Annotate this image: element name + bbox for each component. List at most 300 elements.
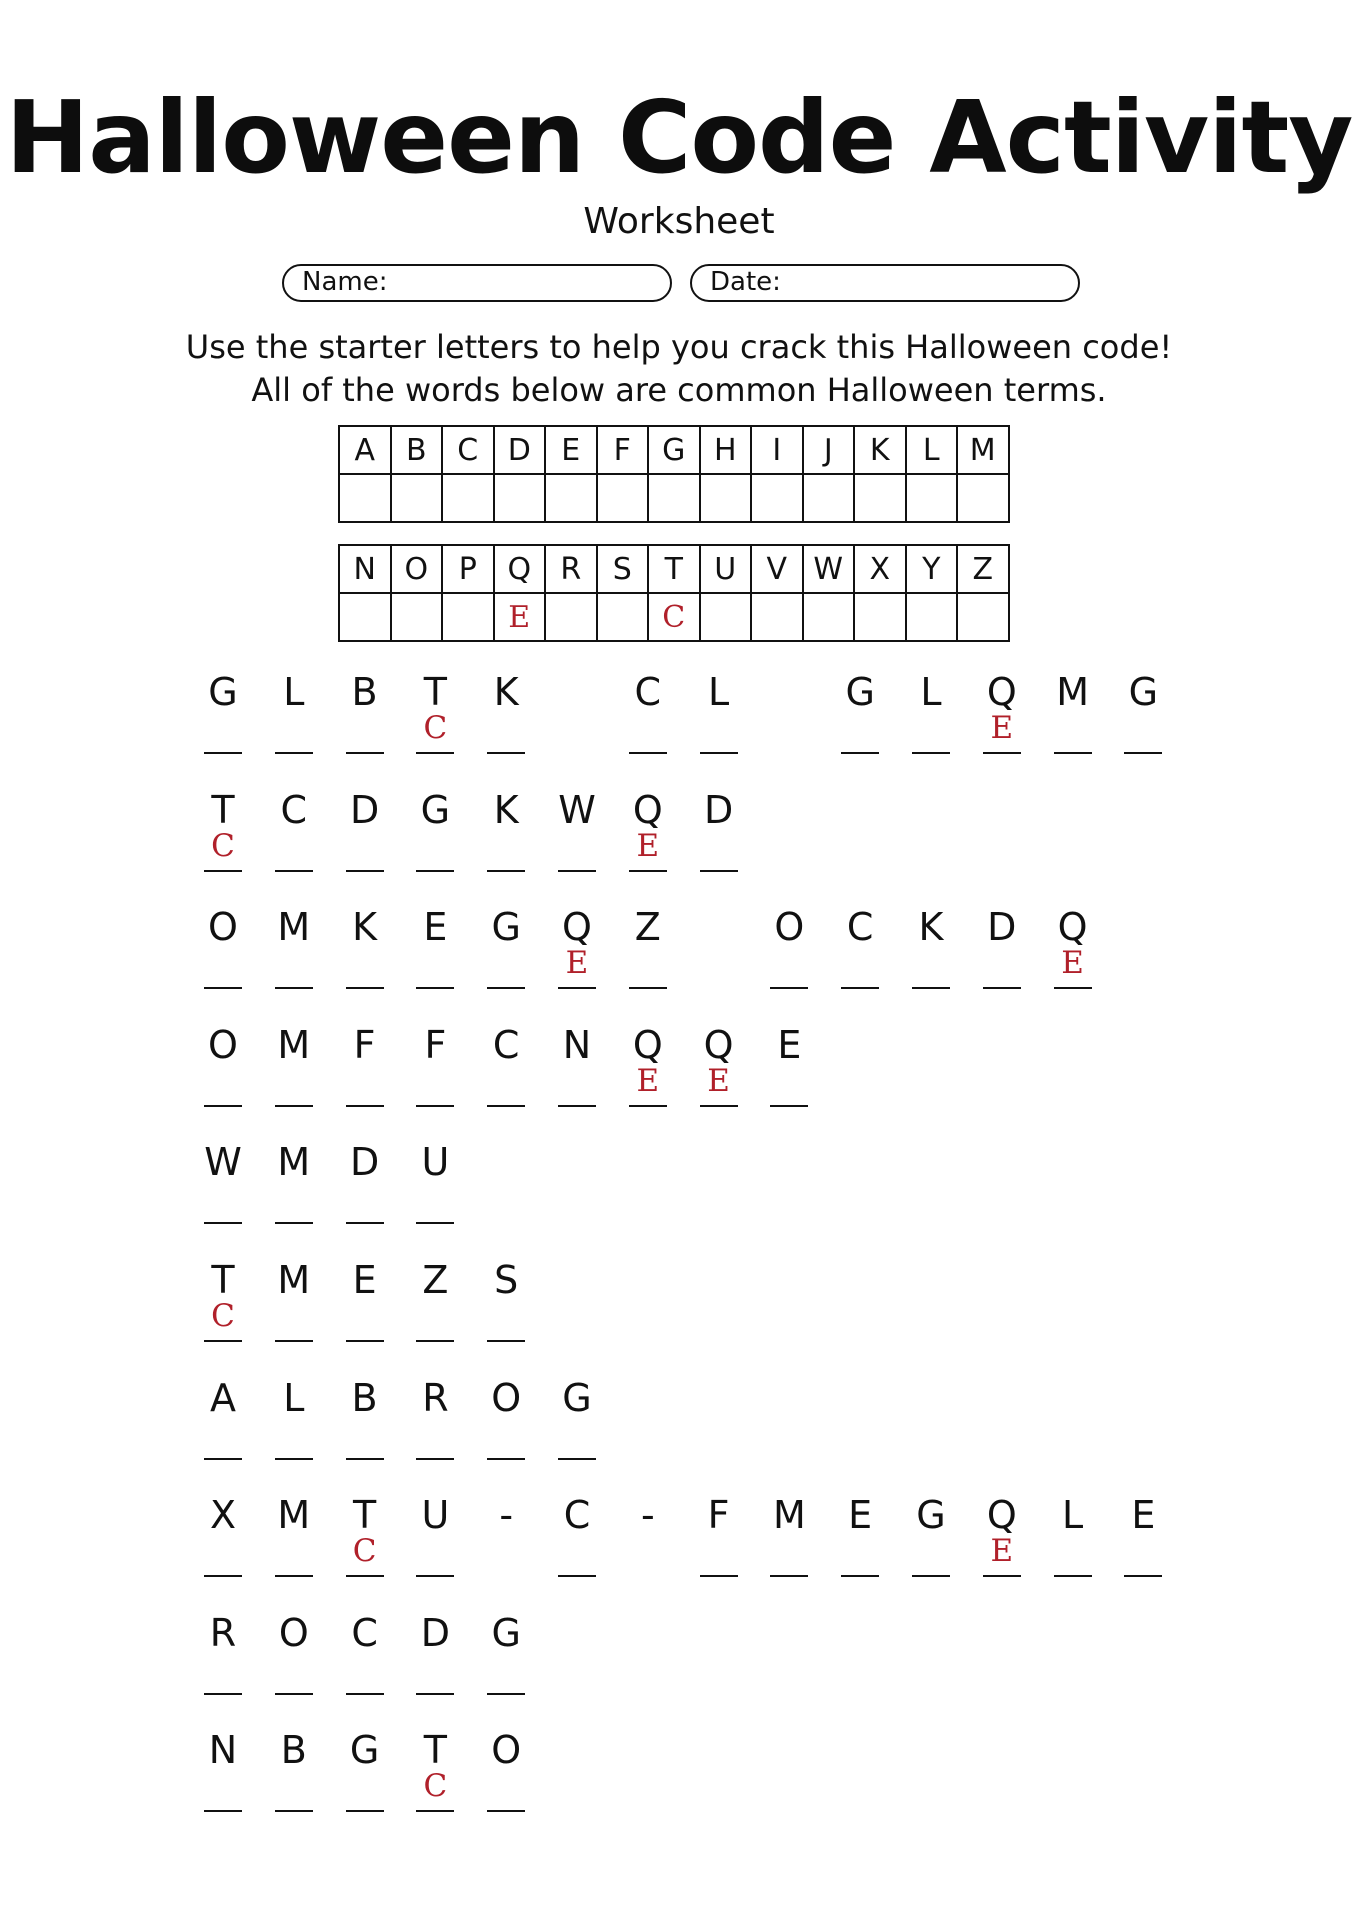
code-letter: M (277, 1493, 311, 1538)
answer-letter (840, 713, 880, 745)
key-answer-cell[interactable] (751, 593, 803, 641)
code-letter: O (278, 1610, 309, 1655)
code-letter: D (987, 905, 1017, 950)
key-answer-cell[interactable] (854, 474, 906, 522)
code-letter: G (491, 1610, 521, 1655)
code-letter-cell[interactable] (274, 1493, 314, 1568)
answer-letter: E (707, 1062, 730, 1099)
answer-letter (274, 713, 314, 745)
answer-letter (345, 1066, 385, 1098)
answer-blank-line (346, 1458, 384, 1460)
key-answer-cell[interactable] (391, 593, 443, 641)
code-letter-cell[interactable] (840, 1493, 880, 1568)
answer-blank-line (1054, 1575, 1092, 1577)
code-letter-cell[interactable] (345, 787, 385, 863)
answer-blank-line (1054, 987, 1092, 989)
key-answer-cell[interactable]: C (648, 593, 700, 641)
code-letter-cell[interactable] (415, 787, 455, 863)
code-letter-cell[interactable] (1053, 905, 1093, 982)
answer-blank-line (204, 1693, 242, 1695)
code-letter: N (562, 1022, 592, 1067)
date-field[interactable] (690, 264, 1080, 302)
answer-letter (345, 1183, 385, 1215)
code-letter: E (1131, 1493, 1156, 1538)
answer-letter (911, 713, 951, 745)
code-letter-cell[interactable] (769, 1022, 809, 1098)
answer-blank-line (416, 1340, 454, 1342)
key-letter: P (442, 545, 494, 593)
key-letter: I (751, 426, 803, 474)
answer-letter: E (990, 1533, 1014, 1570)
code-letter: M (1056, 670, 1089, 714)
code-letter-cell[interactable] (274, 905, 314, 980)
key-letter: N (339, 545, 391, 593)
code-letter: K (918, 905, 944, 950)
key-answer-cell[interactable] (906, 593, 958, 641)
answer-letter (486, 1301, 526, 1333)
answer-letter (486, 1771, 526, 1803)
answer-blank-line (487, 1810, 525, 1812)
code-letter: M (277, 1022, 311, 1067)
answer-blank-line (1124, 1575, 1162, 1577)
code-letter: W (558, 787, 596, 832)
code-letter: Q (986, 670, 1017, 714)
code-letter-cell[interactable] (699, 787, 739, 863)
key-letter: H (700, 426, 752, 474)
code-letter-cell[interactable] (203, 1610, 243, 1686)
code-letter: E (352, 1258, 377, 1302)
code-letter: G (1128, 670, 1159, 714)
code-letter-cell[interactable] (345, 1022, 385, 1098)
code-letter-cell[interactable] (628, 905, 668, 980)
answer-letter (486, 831, 526, 863)
key-letter: A (339, 426, 391, 474)
code-letter: U (421, 1493, 450, 1538)
code-letter-cell[interactable] (415, 1375, 455, 1451)
answer-blank-line (204, 1222, 242, 1224)
answer-letter (345, 713, 385, 745)
key-answer-cell[interactable] (339, 474, 391, 522)
code-letter: T (211, 787, 235, 832)
code-letter-cell[interactable] (911, 1493, 951, 1568)
code-letter: K (352, 905, 378, 950)
answer-blank-line (841, 752, 879, 754)
answer-blank-line (700, 870, 738, 872)
code-letter-cell[interactable] (699, 1493, 739, 1568)
code-letter-cell[interactable] (840, 670, 880, 745)
answer-blank-line (275, 1222, 313, 1224)
code-letter: O (208, 1022, 238, 1067)
key-answer-row (339, 474, 1009, 522)
page-title: Halloween Code Activity (5, 79, 1353, 196)
key-letter: S (597, 545, 649, 593)
answer-blank-line (700, 1105, 738, 1107)
answer-blank-line (416, 1693, 454, 1695)
code-letter: Q (703, 1022, 734, 1067)
answer-letter (982, 948, 1022, 980)
code-letter-cell[interactable] (415, 905, 455, 980)
code-letter-cell[interactable] (203, 905, 243, 980)
answer-blank-line (346, 870, 384, 872)
answer-blank-line (487, 870, 525, 872)
code-letter-cell[interactable] (274, 1375, 314, 1451)
answer-blank-line (204, 870, 242, 872)
code-letter-cell[interactable] (415, 1610, 455, 1686)
answer-letter (415, 1301, 455, 1333)
key-answer-cell[interactable] (545, 593, 597, 641)
code-letter-cell[interactable] (274, 787, 314, 863)
code-letter-cell[interactable] (415, 1140, 455, 1215)
answer-blank-line (558, 1105, 596, 1107)
key-answer-cell[interactable] (906, 474, 958, 522)
answer-blank-line (1124, 752, 1162, 754)
answer-blank-line (204, 1340, 242, 1342)
answer-blank-line (204, 1458, 242, 1460)
code-letter-cell[interactable] (486, 670, 526, 745)
key-answer-cell[interactable] (700, 474, 752, 522)
answer-blank-line (416, 870, 454, 872)
answer-letter: E (636, 827, 660, 864)
page-subtitle: Worksheet (583, 201, 775, 242)
code-letter: T (423, 670, 447, 714)
date-label: Date: (710, 267, 781, 297)
code-letter-cell[interactable] (628, 1022, 668, 1099)
code-letter: O (774, 905, 805, 950)
answer-letter (1053, 1536, 1093, 1568)
answer-blank-line (487, 1458, 525, 1460)
key-letter: M (957, 426, 1009, 474)
answer-letter (345, 1301, 385, 1333)
key-answer-cell[interactable] (700, 593, 752, 641)
answer-letter (415, 831, 455, 863)
answer-letter (203, 1419, 243, 1451)
code-letter-cell[interactable] (840, 905, 880, 980)
answer-blank-line (487, 1105, 525, 1107)
code-letter: T (352, 1493, 377, 1538)
answer-blank-line (275, 1458, 313, 1460)
key-answer-cell[interactable] (442, 593, 494, 641)
code-letter: C (492, 1022, 520, 1067)
answer-letter (415, 1536, 455, 1568)
answer-letter (203, 1771, 243, 1803)
key-answer-cell[interactable] (803, 474, 855, 522)
answer-letter (274, 1419, 314, 1451)
key-answer-cell[interactable] (442, 474, 494, 522)
answer-letter (415, 1654, 455, 1686)
code-letter-cell[interactable] (345, 670, 385, 745)
code-letter-cell[interactable] (274, 1728, 314, 1803)
key-letter: O (391, 545, 443, 593)
answer-letter (345, 1654, 385, 1686)
code-letter-cell[interactable] (203, 1493, 243, 1568)
code-letter-cell[interactable] (911, 905, 951, 980)
code-letter: A (210, 1375, 236, 1420)
code-letter-cell[interactable] (486, 1022, 526, 1098)
cipher-key-a-to-m (338, 425, 1010, 523)
answer-blank-line (770, 1105, 808, 1107)
key-letter: Y (906, 545, 958, 593)
key-answer-cell[interactable] (494, 474, 546, 522)
answer-blank-line (912, 987, 950, 989)
answer-blank-line (204, 1105, 242, 1107)
key-letter: K (854, 426, 906, 474)
answer-blank-line (770, 987, 808, 989)
code-letter: Q (986, 1493, 1017, 1538)
code-letter: D (703, 787, 734, 832)
code-letter: D (349, 787, 380, 832)
answer-letter (628, 948, 668, 980)
answer-letter (345, 831, 385, 863)
code-letter-cell[interactable] (982, 1493, 1022, 1570)
name-label: Name: (302, 267, 388, 297)
code-letter: M (277, 1140, 311, 1185)
answer-blank-line (700, 752, 738, 754)
answer-blank-line (346, 987, 384, 989)
code-letter-cell[interactable] (982, 670, 1022, 746)
answer-letter: C (423, 1768, 448, 1805)
answer-blank-line (416, 987, 454, 989)
code-letter-cell[interactable] (557, 1022, 597, 1098)
cipher-key-n-to-z (338, 544, 1010, 642)
code-letter-cell[interactable] (699, 1022, 739, 1099)
code-letter: F (424, 1022, 447, 1067)
code-letter-cell[interactable] (486, 1258, 526, 1333)
answer-letter (486, 713, 526, 745)
answer-blank-line (346, 1810, 384, 1812)
key-letter: R (545, 545, 597, 593)
answer-letter (557, 831, 597, 863)
answer-blank-line (983, 987, 1021, 989)
answer-letter (486, 1654, 526, 1686)
key-letter: L (906, 426, 958, 474)
answer-letter (769, 1066, 809, 1098)
instruction-line: Use the starter letters to help you crack this Halloween code! (185, 328, 1173, 366)
code-letter-cell[interactable] (203, 670, 243, 745)
code-letter-cell[interactable] (628, 787, 668, 864)
code-letter-cell[interactable] (274, 1022, 314, 1098)
answer-letter (274, 948, 314, 980)
answer-letter (203, 1654, 243, 1686)
code-letter-cell[interactable] (274, 1140, 314, 1215)
answer-blank-line (558, 1575, 596, 1577)
answer-blank-line (275, 1105, 313, 1107)
code-letter-cell[interactable] (1053, 1493, 1093, 1568)
answer-letter (274, 1654, 314, 1686)
code-letter-cell[interactable] (557, 1375, 597, 1451)
code-letter: O (208, 905, 238, 950)
code-letter: M (277, 1258, 311, 1302)
code-letter-cell[interactable] (415, 1022, 455, 1098)
code-letter-cell[interactable] (1123, 670, 1163, 745)
answer-blank-line (275, 1810, 313, 1812)
answer-blank-line (629, 752, 667, 754)
answer-letter (203, 948, 243, 980)
code-letter-cell[interactable] (203, 1728, 243, 1803)
code-letter-cell[interactable] (345, 1493, 385, 1570)
answer-letter: C (211, 827, 235, 864)
code-letter-cell[interactable] (486, 1728, 526, 1803)
code-letter: R (209, 1610, 237, 1655)
code-letter: K (493, 787, 519, 832)
code-letter-cell[interactable] (415, 1258, 455, 1333)
answer-letter (911, 948, 951, 980)
answer-letter (486, 1066, 526, 1098)
key-answer-cell[interactable] (854, 593, 906, 641)
key-letter-row (339, 426, 1009, 474)
code-letter-cell[interactable] (274, 670, 314, 745)
key-letter: B (391, 426, 443, 474)
code-letter: G (208, 670, 238, 714)
code-letter: L (283, 670, 305, 714)
answer-blank-line (275, 987, 313, 989)
code-letter-cell[interactable] (486, 1610, 526, 1686)
code-letter-cell[interactable] (415, 1728, 455, 1805)
code-letter-cell[interactable] (203, 1258, 243, 1334)
code-letter-cell[interactable] (769, 1493, 809, 1568)
key-answer-cell[interactable] (545, 474, 597, 522)
answer-blank-line (629, 1105, 667, 1107)
answer-blank-line (416, 752, 454, 754)
answer-letter (274, 1066, 314, 1098)
key-answer-cell[interactable] (803, 593, 855, 641)
code-letter: L (920, 670, 942, 714)
answer-letter (486, 948, 526, 980)
code-letter: K (493, 670, 519, 714)
answer-blank-line (416, 1222, 454, 1224)
code-letter: T (211, 1258, 235, 1302)
code-letter: F (707, 1493, 730, 1538)
key-answer-cell[interactable] (957, 474, 1009, 522)
answer-blank-line (275, 1693, 313, 1695)
code-letter: S (494, 1258, 519, 1302)
code-letter-cell[interactable] (557, 787, 597, 863)
answer-letter (345, 1419, 385, 1451)
code-letter: W (204, 1140, 242, 1185)
answer-blank-line (487, 1693, 525, 1695)
answer-letter (699, 831, 739, 863)
key-letter: X (854, 545, 906, 593)
code-letter-cell[interactable] (911, 670, 951, 745)
answer-letter (1123, 713, 1163, 745)
code-letter: C (563, 1493, 591, 1538)
code-letter-cell[interactable] (769, 905, 809, 980)
code-letter: B (280, 1728, 307, 1773)
key-answer-cell[interactable] (391, 474, 443, 522)
code-letter: E (848, 1493, 873, 1538)
code-letter: C (351, 1610, 378, 1655)
code-letter: B (351, 670, 378, 714)
answer-blank-line (558, 1458, 596, 1460)
code-letter-cell[interactable] (345, 1728, 385, 1803)
instruction-line: All of the words below are common Halloween terms. (251, 371, 1107, 409)
answer-letter: C (211, 1298, 235, 1334)
code-letter: G (420, 787, 451, 832)
code-letter: C (846, 905, 874, 950)
answer-letter (203, 1066, 243, 1098)
code-letter-cell[interactable] (415, 1493, 455, 1568)
answer-blank-line (204, 752, 242, 754)
answer-blank-line (346, 1222, 384, 1224)
code-letter-cell[interactable] (203, 1140, 243, 1215)
key-answer-cell[interactable] (597, 474, 649, 522)
code-letter-cell[interactable] (628, 670, 668, 745)
answer-blank-line (558, 987, 596, 989)
answer-blank-line (346, 1693, 384, 1695)
code-letter-cell[interactable] (699, 670, 739, 745)
answer-letter: E (1061, 945, 1084, 982)
hyphen (486, 1493, 526, 1538)
code-letter-cell[interactable] (274, 1610, 314, 1686)
code-letter-cell[interactable] (982, 905, 1022, 980)
code-letter: E (423, 905, 448, 950)
key-letter: C (442, 426, 494, 474)
code-letter-cell[interactable] (203, 1375, 243, 1451)
code-letter-cell[interactable] (274, 1258, 314, 1333)
key-answer-cell[interactable] (648, 474, 700, 522)
answer-letter: E (565, 945, 589, 982)
code-letter-cell[interactable] (557, 905, 597, 982)
answer-letter (415, 948, 455, 980)
code-letter: U (421, 1140, 450, 1185)
name-field[interactable] (282, 264, 672, 302)
code-letter-cell[interactable] (203, 1022, 243, 1098)
code-letter: G (562, 1375, 592, 1420)
code-letter: B (351, 1375, 378, 1420)
answer-blank-line (983, 1575, 1021, 1577)
code-letter-cell[interactable] (345, 1375, 385, 1451)
key-letter: W (803, 545, 855, 593)
code-letter-cell[interactable] (345, 905, 385, 980)
answer-letter (699, 1536, 739, 1568)
code-letter-cell[interactable] (415, 670, 455, 746)
key-answer-cell[interactable] (339, 593, 391, 641)
code-letter-cell[interactable] (345, 1258, 385, 1333)
code-letter-cell[interactable] (345, 1610, 385, 1686)
answer-letter: E (636, 1062, 660, 1099)
code-letter-cell[interactable] (345, 1140, 385, 1215)
code-letter: Z (422, 1258, 449, 1302)
answer-letter (1123, 1536, 1163, 1568)
key-letter: E (545, 426, 597, 474)
answer-letter (345, 1771, 385, 1803)
code-letter: F (353, 1022, 376, 1067)
answer-blank-line (912, 752, 950, 754)
code-letter-cell[interactable] (1053, 670, 1093, 745)
code-letter-cell[interactable] (1123, 1493, 1163, 1568)
key-answer-cell[interactable] (751, 474, 803, 522)
code-letter: M (772, 1493, 806, 1538)
code-letter-cell[interactable] (486, 787, 526, 863)
code-letter: O (491, 1375, 522, 1420)
answer-blank-line (1054, 752, 1092, 754)
key-answer-cell[interactable]: E (494, 593, 546, 641)
answer-blank-line (629, 870, 667, 872)
answer-blank-line (558, 870, 596, 872)
instructions (0, 326, 1358, 412)
key-answer-cell[interactable] (957, 593, 1009, 641)
code-letter-cell[interactable] (557, 1493, 597, 1568)
answer-letter (769, 948, 809, 980)
answer-blank-line (275, 752, 313, 754)
code-letter: X (209, 1493, 237, 1538)
answer-blank-line (275, 870, 313, 872)
code-letter-cell[interactable] (203, 787, 243, 864)
key-answer-cell[interactable] (597, 593, 649, 641)
code-letter: O (491, 1728, 522, 1773)
code-letter-cell[interactable] (486, 905, 526, 980)
answer-blank-line (770, 1575, 808, 1577)
code-letter-cell[interactable] (486, 1375, 526, 1451)
